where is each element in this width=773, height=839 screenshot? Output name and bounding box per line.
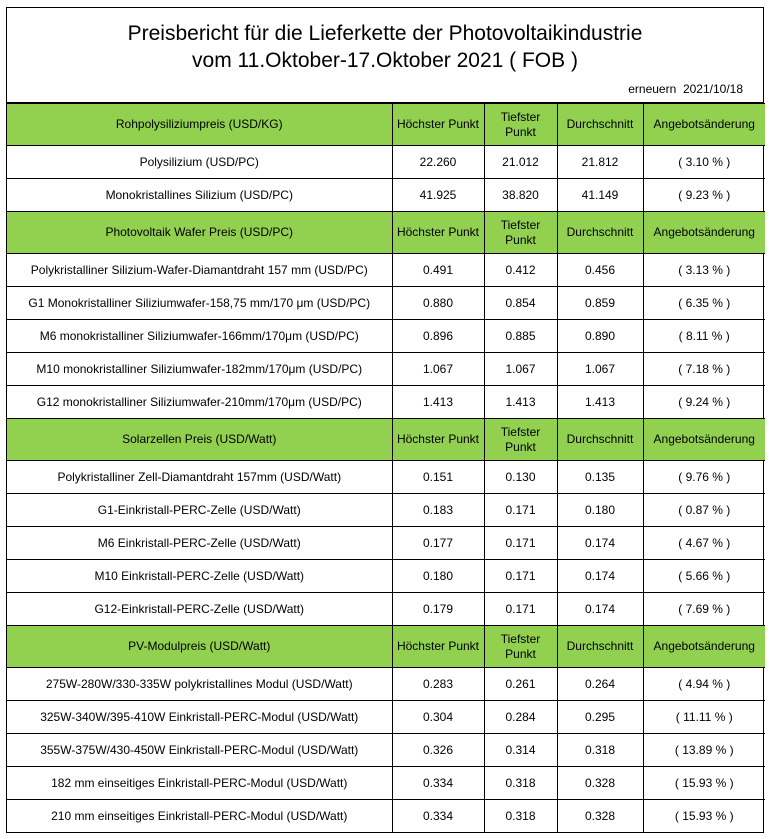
product-name: G12-Einkristall-PERC-Zelle (USD/Watt) <box>7 593 392 626</box>
average-price: 0.174 <box>557 593 643 626</box>
column-header-change: Angebotsänderung <box>643 626 765 668</box>
table-row <box>7 701 765 734</box>
product-name: 325W-340W/395-410W Einkristall-PERC-Modul (USD/Watt) <box>7 701 392 734</box>
table-row <box>7 560 765 593</box>
price-table <box>7 103 765 832</box>
average-price: 1.413 <box>557 386 643 419</box>
table-row <box>7 593 765 626</box>
product-name: G12 monokristalliner Siliziumwafer-210mm/170μm (USD/PC) <box>7 386 392 419</box>
table-row <box>7 287 765 320</box>
table-row <box>7 179 765 212</box>
high-price: 1.067 <box>392 353 484 386</box>
product-name: 182 mm einseitiges Einkristall-PERC-Modul (USD/Watt) <box>7 767 392 800</box>
product-name: Polykristalliner Silizium-Wafer-Diamantdraht 157 mm (USD/PC) <box>7 254 392 287</box>
table-row <box>7 734 765 767</box>
column-header-low: Tiefster Punkt <box>484 419 557 461</box>
low-price: 0.318 <box>484 800 557 833</box>
low-price: 21.012 <box>484 146 557 179</box>
low-price: 1.067 <box>484 353 557 386</box>
low-price: 0.261 <box>484 668 557 701</box>
product-name: M10 monokristalliner Siliziumwafer-182mm/170μm (USD/PC) <box>7 353 392 386</box>
average-price: 0.180 <box>557 494 643 527</box>
column-header-high: Höchster Punkt <box>392 626 484 668</box>
price-change: ( 0.87 % ) <box>643 494 765 527</box>
table-row <box>7 254 765 287</box>
column-header-low: Tiefster Punkt <box>484 104 557 146</box>
product-name: M10 Einkristall-PERC-Zelle (USD/Watt) <box>7 560 392 593</box>
high-price: 0.334 <box>392 767 484 800</box>
price-change: ( 4.94 % ) <box>643 668 765 701</box>
column-header-change: Angebotsänderung <box>643 104 765 146</box>
low-price: 0.318 <box>484 767 557 800</box>
high-price: 0.491 <box>392 254 484 287</box>
low-price: 0.171 <box>484 527 557 560</box>
product-name: G1 Monokristalliner Siliziumwafer-158,75 mm/170 μm (USD/PC) <box>7 287 392 320</box>
high-price: 41.925 <box>392 179 484 212</box>
high-price: 0.896 <box>392 320 484 353</box>
average-price: 0.328 <box>557 800 643 833</box>
section-header-row <box>7 104 765 146</box>
average-price: 0.456 <box>557 254 643 287</box>
low-price: 0.171 <box>484 494 557 527</box>
product-name: M6 monokristalliner Siliziumwafer-166mm/170μm (USD/PC) <box>7 320 392 353</box>
low-price: 0.854 <box>484 287 557 320</box>
table-row <box>7 353 765 386</box>
price-change: ( 11.11 % ) <box>643 701 765 734</box>
product-name: Polykristalliner Zell-Diamantdraht 157mm (USD/Watt) <box>7 461 392 494</box>
price-change: ( 9.23 % ) <box>643 179 765 212</box>
section-title: Rohpolysiliziumpreis (USD/KG) <box>7 104 392 146</box>
product-name: Monokristallines Silizium (USD/PC) <box>7 179 392 212</box>
low-price: 0.412 <box>484 254 557 287</box>
report-title: Preisbericht für die Lieferkette der Photovoltaikindustrie <box>127 22 643 45</box>
price-change: ( 4.67 % ) <box>643 527 765 560</box>
price-change: ( 13.89 % ) <box>643 734 765 767</box>
section-title: Solarzellen Preis (USD/Watt) <box>7 419 392 461</box>
low-price: 0.171 <box>484 593 557 626</box>
low-price: 0.885 <box>484 320 557 353</box>
high-price: 0.179 <box>392 593 484 626</box>
column-header-avg: Durchschnitt <box>557 419 643 461</box>
column-header-low: Tiefster Punkt <box>484 212 557 254</box>
price-change: ( 5.66 % ) <box>643 560 765 593</box>
product-name: 355W-375W/430-450W Einkristall-PERC-Modul (USD/Watt) <box>7 734 392 767</box>
product-name: G1-Einkristall-PERC-Zelle (USD/Watt) <box>7 494 392 527</box>
section-header-row <box>7 626 765 668</box>
price-change: ( 6.35 % ) <box>643 287 765 320</box>
column-header-change: Angebotsänderung <box>643 419 765 461</box>
table-row <box>7 767 765 800</box>
high-price: 0.180 <box>392 560 484 593</box>
average-price: 0.295 <box>557 701 643 734</box>
price-change: ( 9.24 % ) <box>643 386 765 419</box>
high-price: 0.334 <box>392 800 484 833</box>
average-price: 0.328 <box>557 767 643 800</box>
low-price: 38.820 <box>484 179 557 212</box>
table-row <box>7 527 765 560</box>
high-price: 0.151 <box>392 461 484 494</box>
low-price: 0.171 <box>484 560 557 593</box>
price-change: ( 8.11 % ) <box>643 320 765 353</box>
average-price: 1.067 <box>557 353 643 386</box>
section-title: PV-Modulpreis (USD/Watt) <box>7 626 392 668</box>
column-header-low: Tiefster Punkt <box>484 626 557 668</box>
average-price: 41.149 <box>557 179 643 212</box>
title-block <box>7 8 763 103</box>
low-price: 0.314 <box>484 734 557 767</box>
low-price: 1.413 <box>484 386 557 419</box>
column-header-avg: Durchschnitt <box>557 104 643 146</box>
price-change: ( 3.10 % ) <box>643 146 765 179</box>
section-header-row <box>7 419 765 461</box>
column-header-high: Höchster Punkt <box>392 419 484 461</box>
table-row <box>7 386 765 419</box>
average-price: 0.890 <box>557 320 643 353</box>
price-change: ( 9.76 % ) <box>643 461 765 494</box>
price-change: ( 15.93 % ) <box>643 767 765 800</box>
average-price: 0.859 <box>557 287 643 320</box>
high-price: 22.260 <box>392 146 484 179</box>
table-row <box>7 146 765 179</box>
high-price: 1.413 <box>392 386 484 419</box>
high-price: 0.283 <box>392 668 484 701</box>
price-change: ( 15.93 % ) <box>643 800 765 833</box>
price-change: ( 7.18 % ) <box>643 353 765 386</box>
average-price: 0.318 <box>557 734 643 767</box>
price-change: ( 3.13 % ) <box>643 254 765 287</box>
table-row <box>7 461 765 494</box>
average-price: 0.135 <box>557 461 643 494</box>
average-price: 0.174 <box>557 560 643 593</box>
high-price: 0.880 <box>392 287 484 320</box>
column-header-change: Angebotsänderung <box>643 212 765 254</box>
average-price: 21.812 <box>557 146 643 179</box>
high-price: 0.326 <box>392 734 484 767</box>
product-name: Polysilizium (USD/PC) <box>7 146 392 179</box>
low-price: 0.130 <box>484 461 557 494</box>
table-row <box>7 320 765 353</box>
table-row <box>7 668 765 701</box>
table-row <box>7 494 765 527</box>
section-header-row <box>7 212 765 254</box>
high-price: 0.177 <box>392 527 484 560</box>
section-title: Photovoltaik Wafer Preis (USD/PC) <box>7 212 392 254</box>
price-report-sheet <box>6 7 764 833</box>
product-name: 275W-280W/330-335W polykristallines Modul (USD/Watt) <box>7 668 392 701</box>
column-header-high: Höchster Punkt <box>392 104 484 146</box>
high-price: 0.304 <box>392 701 484 734</box>
product-name: 210 mm einseitiges Einkristall-PERC-Modul (USD/Watt) <box>7 800 392 833</box>
updated-date: erneuern 2021/10/18 <box>628 82 743 96</box>
product-name: M6 Einkristall-PERC-Zelle (USD/Watt) <box>7 527 392 560</box>
average-price: 0.264 <box>557 668 643 701</box>
low-price: 0.284 <box>484 701 557 734</box>
high-price: 0.183 <box>392 494 484 527</box>
column-header-avg: Durchschnitt <box>557 626 643 668</box>
price-change: ( 7.69 % ) <box>643 593 765 626</box>
table-row <box>7 800 765 833</box>
average-price: 0.174 <box>557 527 643 560</box>
report-period: vom 11.Oktober-17.Oktober 2021 ( FOB ) <box>192 49 578 72</box>
column-header-avg: Durchschnitt <box>557 212 643 254</box>
column-header-high: Höchster Punkt <box>392 212 484 254</box>
